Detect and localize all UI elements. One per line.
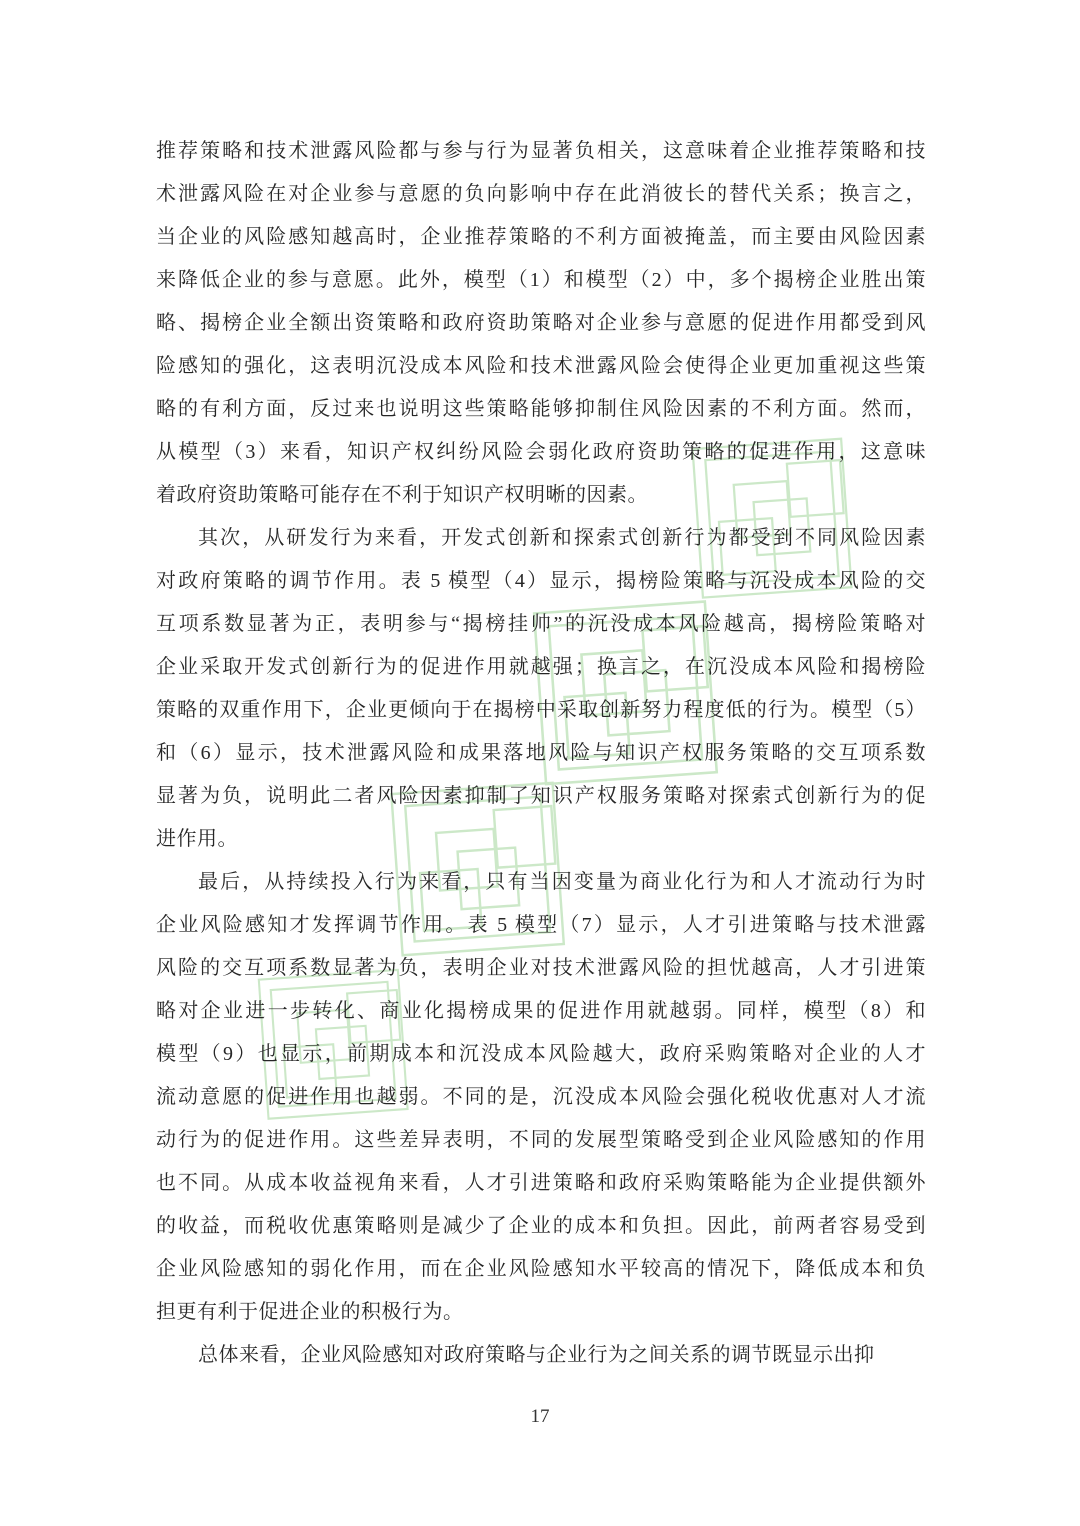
text-line: 来降低企业的参与意愿。此外，模型（1）和模型（2）中，多个揭榜企业胜出策 (156, 269, 926, 291)
text-line: 略、揭榜企业全额出资策略和政府资助策略对企业参与意愿的促进作用都受到风 (156, 312, 926, 334)
text-line: 风险的交互项系数显著为负，表明企业对技术泄露风险的担忧越高，人才引进策 (156, 957, 926, 979)
text-line: 略的有利方面，反过来也说明这些策略能够抑制住风险因素的不利方面。然而， (156, 398, 926, 420)
text-line: 当企业的风险感知越高时，企业推荐策略的不利方面被掩盖，而主要由风险因素 (156, 226, 926, 248)
text-line: 显著为负，说明此二者风险因素抑制了知识产权服务策略对探索式创新行为的促 (156, 785, 926, 807)
paragraph (156, 130, 926, 517)
text-line: 互项系数显著为正，表明参与“揭榜挂帅”的沉没成本风险越高，揭榜险策略对 (156, 613, 926, 635)
paragraph (156, 517, 926, 861)
text-line: 对政府策略的调节作用。表 5 模型（4）显示，揭榜险策略与沉没成本风险的交 (156, 570, 926, 592)
text-line: 企业采取开发式创新行为的促进作用就越强；换言之，在沉没成本风险和揭榜险 (156, 656, 926, 678)
page-number: 17 (530, 1406, 550, 1427)
text-line: 企业风险感知才发挥调节作用。表 5 模型（7）显示，人才引进策略与技术泄露 (156, 914, 926, 936)
text-line: 动行为的促进作用。这些差异表明，不同的发展型策略受到企业风险感知的作用 (156, 1129, 926, 1151)
text-line: 其次，从研发行为来看，开发式创新和探索式创新行为都受到不同风险因素 (198, 527, 926, 549)
text-line: 总体来看，企业风险感知对政府策略与企业行为之间关系的调节既显示出抑 (198, 1344, 875, 1366)
text-block (156, 130, 926, 1377)
text-line: 从模型（3）来看，知识产权纠纷风险会弱化政府资助策略的促进作用，这意味 (156, 441, 926, 463)
text-line: 的收益，而税收优惠策略则是减少了企业的成本和负担。因此，前两者容易受到 (156, 1215, 926, 1237)
text-line: 担更有利于促进企业的积极行为。 (156, 1301, 464, 1323)
text-line: 进作用。 (156, 828, 238, 850)
paragraph (156, 861, 926, 1334)
text-line: 略对企业进一步转化、商业化揭榜成果的促进作用就越弱。同样，模型（8）和 (156, 1000, 926, 1022)
text-line: 和（6）显示，技术泄露风险和成果落地风险与知识产权服务策略的交互项系数 (156, 742, 926, 764)
text-line: 企业风险感知的弱化作用，而在企业风险感知水平较高的情况下，降低成本和负 (156, 1258, 926, 1280)
text-line: 流动意愿的促进作用也越弱。不同的是，沉没成本风险会强化税收优惠对人才流 (156, 1086, 926, 1108)
paragraph (156, 1334, 926, 1377)
text-line: 也不同。从成本收益视角来看，人才引进策略和政府采购策略能为企业提供额外 (156, 1172, 926, 1194)
text-line: 术泄露风险在对企业参与意愿的负向影响中存在此消彼长的替代关系；换言之， (156, 183, 926, 205)
text-line: 模型（9）也显示，前期成本和沉没成本风险越大，政府采购策略对企业的人才 (156, 1043, 926, 1065)
text-line: 着政府资助策略可能存在不利于知识产权明晰的因素。 (156, 484, 648, 506)
text-line: 策略的双重作用下，企业更倾向于在揭榜中采取创新努力程度低的行为。模型（5） (156, 699, 926, 721)
text-line: 最后，从持续投入行为来看，只有当因变量为商业化行为和人才流动行为时 (198, 871, 926, 893)
text-line: 推荐策略和技术泄露风险都与参与行为显著负相关，这意味着企业推荐策略和技 (156, 140, 926, 162)
text-line: 险感知的强化，这表明沉没成本风险和技术泄露风险会使得企业更加重视这些策 (156, 355, 926, 377)
